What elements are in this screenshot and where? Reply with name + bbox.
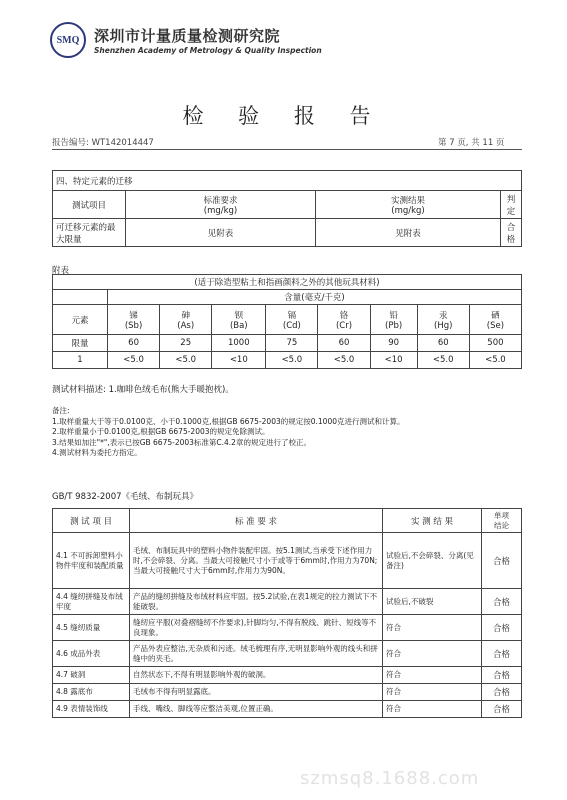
result-cell: <5.0	[417, 352, 469, 369]
table-row-item: 4.6 成品外表	[53, 641, 130, 667]
sample-label: 1	[53, 352, 108, 369]
header-rule	[52, 149, 522, 150]
note-line: 2.取样重量小于0.0100克,根据GB 6675-2003的规定免除测试。	[52, 427, 270, 436]
result-cell: <5.0	[318, 352, 370, 369]
table-row-item: 4.9 表情装饰线	[53, 701, 130, 718]
row-item: 可迁移元素的最大限量	[53, 219, 126, 247]
note-line: 3.结果如加注"*",表示已按GB 6675-2003标准第C.4.2章的规定进行了校正。	[52, 437, 311, 447]
limit-cell: 60	[108, 335, 160, 352]
table-row-requirement: 产品外表应整洁,无杂质和污迹。绒毛梳理有序,无明显影响外观的线头和拼缝中的夹毛。	[130, 641, 383, 667]
note-line: 1.取样重量大于等于0.0100克、小于0.1000克,根据GB 6675-2003的规定按0.1000克进行测试和计算。	[52, 416, 405, 426]
table-row-requirement: 产品的缝纫拼缝及布绒材料应牢固。按5.2试验,在表1规定的拉力测试下不能破裂。	[130, 589, 383, 615]
element-cell: 锑 (Sb)	[108, 305, 160, 335]
report-title: 检 验 报 告	[182, 104, 385, 128]
note-line: 备注:	[52, 406, 70, 415]
result-cell: <5.0	[108, 352, 160, 369]
result-cell: <10	[370, 352, 417, 369]
table-row-verdict: 合格	[482, 615, 522, 641]
notes	[52, 406, 405, 459]
table-row-requirement: 毛绒、布制玩具中的塑料小物件装配牢固。按5.1测试,当承受下述作用力时,不会碎裂、分离。当最大可接触尺寸小于或等于6mm时,作用力为70N;当最大可接触尺寸大于6mm时,作用力为90N。	[130, 533, 383, 589]
table-row-result: 符合	[383, 701, 482, 718]
appendix-unit: 含量(毫克/千克)	[108, 290, 522, 305]
limit-cell: 60	[318, 335, 370, 352]
th-requirement: 标 准 要 求	[130, 509, 383, 533]
appendix-caption: (适于除造型粘土和指画颜料之外的其他玩具材料)	[53, 275, 522, 290]
element-cell: 铅 (Pb)	[370, 305, 417, 335]
result-cell: <10	[212, 352, 266, 369]
table-row-requirement: 缝纫应平服(对叠褶缝纫不作要求),针脚均匀,不得有脱线、跳针、短线等不良现象。	[130, 615, 383, 641]
table-row-verdict: 合格	[482, 667, 522, 684]
table-row-requirement: 毛绒布不得有明显露底。	[130, 684, 383, 701]
table-row-item: 4.8 露底布	[53, 684, 130, 701]
result-cell: <5.0	[469, 352, 521, 369]
element-cell: 汞 (Hg)	[417, 305, 469, 335]
th-verdict: 判定	[501, 191, 522, 219]
table-row-result: 试验后,不破裂	[383, 589, 482, 615]
th-conclusion: 单项 结论	[482, 509, 522, 533]
element-cell: 硒 (Se)	[469, 305, 521, 335]
table-row-result: 符合	[383, 684, 482, 701]
table-row-requirement: 手线、嘴线、脚线等应整洁美观,位置正确。	[130, 701, 383, 718]
watermark: szmsq8.1688.com	[300, 768, 480, 789]
page-number: 第 7 页, 共 11 页	[438, 138, 505, 148]
table-row-item: 4.4 缝纫拼缝及布绒牢度	[53, 589, 130, 615]
row-verdict: 合格	[501, 219, 522, 247]
table-row-result: 试验后,不会碎裂、分离(见备注)	[383, 533, 482, 589]
logo-text: SMQ	[56, 35, 80, 46]
limit-cell: 1000	[212, 335, 266, 352]
table-row-result: 符合	[383, 667, 482, 684]
table-row-verdict: 合格	[482, 589, 522, 615]
table-row-requirement: 自然状态下,不得有明显影响外观的破洞。	[130, 667, 383, 684]
element-cell: 铬 (Cr)	[318, 305, 370, 335]
sample-description: 测试材料描述: 1.咖啡色绒毛布(熊大手暖抱枕)。	[52, 385, 234, 395]
org-name-cn: 深圳市计量质量检测研究院	[94, 27, 281, 45]
smq-logo	[50, 22, 86, 58]
th-test-item: 测试项目	[53, 191, 126, 219]
element-label: 元素	[53, 305, 108, 335]
table-row-result: 符合	[383, 615, 482, 641]
table-row-result: 符合	[383, 641, 482, 667]
standard-table	[52, 508, 522, 718]
unit-blank	[53, 290, 108, 305]
result-cell: <5.0	[160, 352, 212, 369]
table-row-item: 4.5 缝纫质量	[53, 615, 130, 641]
limit-cell: 25	[160, 335, 212, 352]
table-row-item: 4.1 不可拆卸塑料小物件牢度和装配质量	[53, 533, 130, 589]
limit-cell: 90	[370, 335, 417, 352]
th-result: 实测结果 (mg/kg)	[316, 191, 501, 219]
limit-cell: 60	[417, 335, 469, 352]
section-title: 四、特定元素的迁移	[53, 171, 522, 191]
table-row-item: 4.7 破洞	[53, 667, 130, 684]
migration-summary-table	[52, 170, 522, 247]
row-standard: 见附表	[126, 219, 316, 247]
th-standard: 标准要求 (mg/kg)	[126, 191, 316, 219]
standard-title: GB/T 9832-2007《毛绒、布制玩具》	[52, 492, 199, 502]
table-row-verdict: 合格	[482, 684, 522, 701]
th-item: 测 试 项 目	[53, 509, 130, 533]
table-row-verdict: 合格	[482, 641, 522, 667]
limit-cell: 75	[266, 335, 318, 352]
report-number: 报告编号: WT142014447	[52, 138, 154, 148]
table-row-verdict: 合格	[482, 533, 522, 589]
limit-label: 限量	[53, 335, 108, 352]
org-name-en: Shenzhen Academy of Metrology & Quality Inspection	[94, 46, 322, 55]
element-cell: 镉 (Cd)	[266, 305, 318, 335]
limit-cell: 500	[469, 335, 521, 352]
element-cell: 钡 (Ba)	[212, 305, 266, 335]
appendix-table	[52, 274, 522, 369]
row-result: 见附表	[316, 219, 501, 247]
note-line: 4.测试材料为委托方指定。	[52, 448, 142, 457]
result-cell: <5.0	[266, 352, 318, 369]
appendix-label: 附表	[52, 266, 70, 276]
element-cell: 砷 (As)	[160, 305, 212, 335]
th-measured: 实 测 结 果	[383, 509, 482, 533]
table-row-verdict: 合格	[482, 701, 522, 718]
